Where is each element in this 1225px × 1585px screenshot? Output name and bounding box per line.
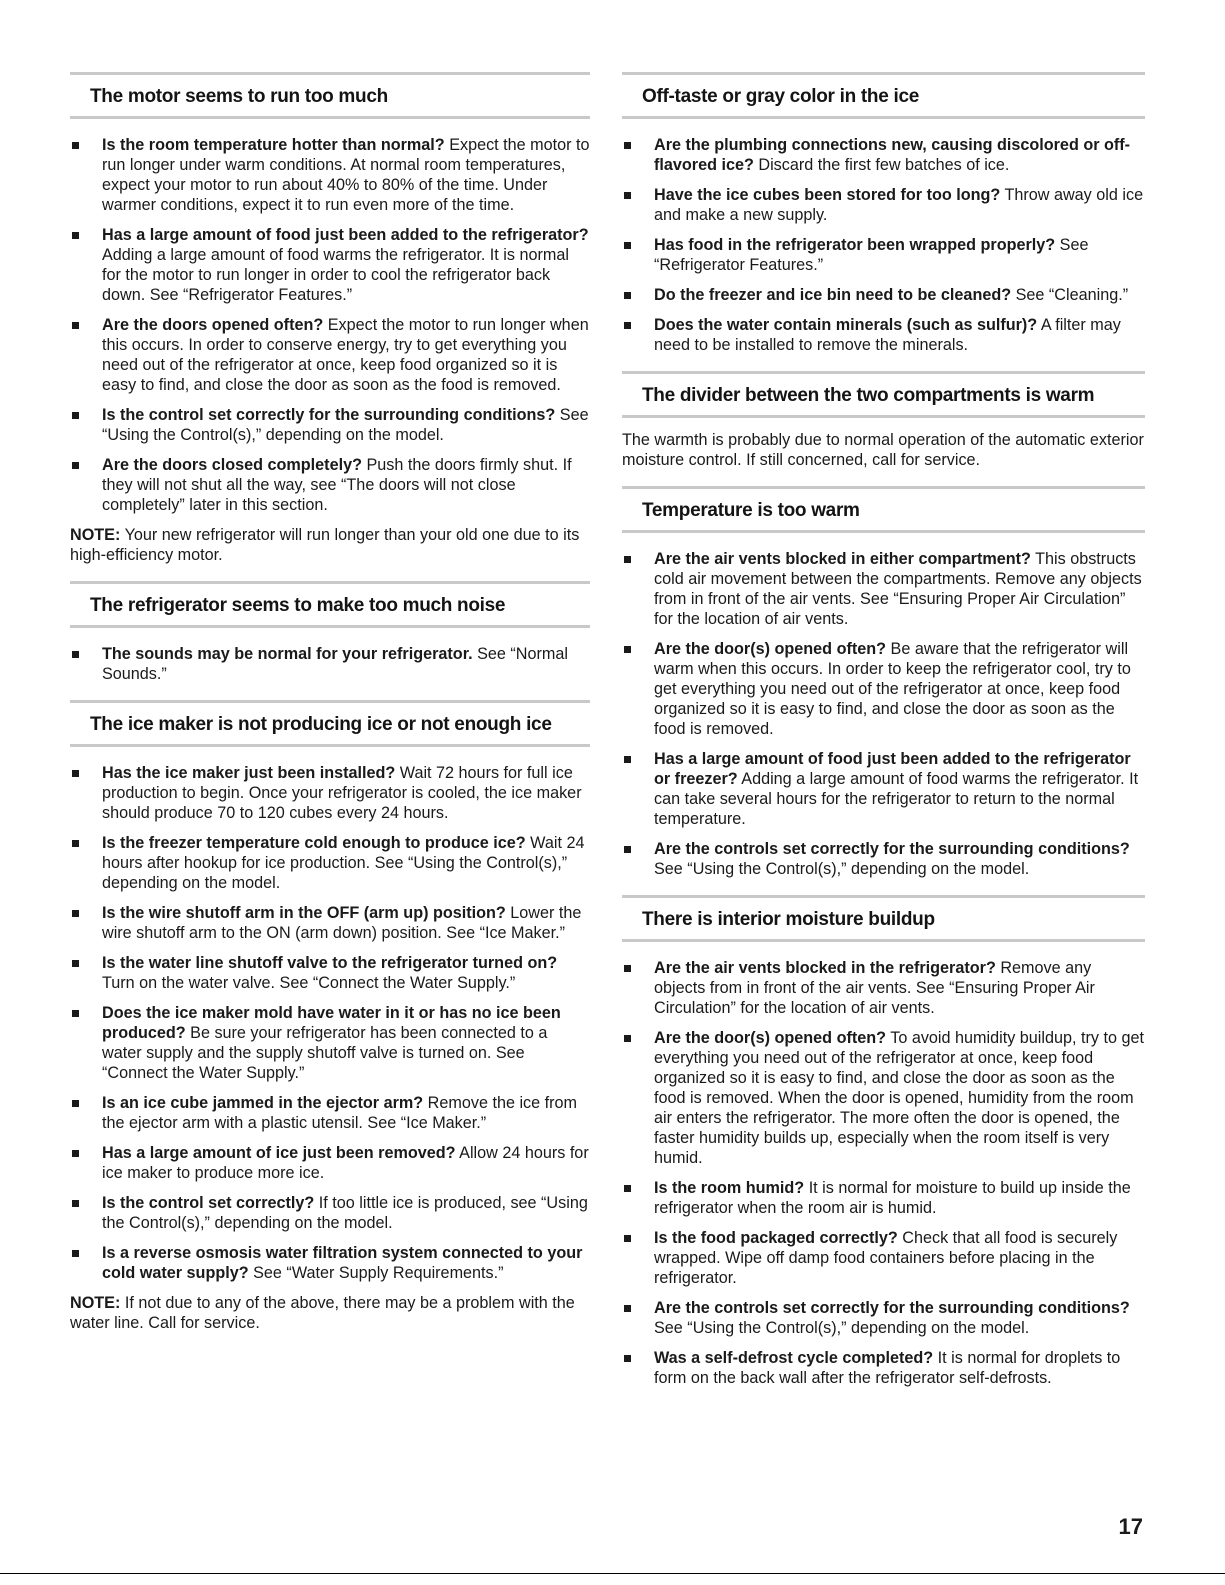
question-text: Are the plumbing connections new, causing discolored or off-flavored ice? [654,136,1131,174]
note-paragraph [70,1293,590,1333]
section-the-ice-maker-is-not-producing-ice-or-not-enough-ice [70,700,590,1333]
list-item [622,285,1145,305]
right-column [622,0,1145,1398]
list-item [70,833,590,893]
note-paragraph [70,525,590,565]
list-item [622,185,1145,225]
section-heading: The refrigerator seems to make too much noise [70,581,590,628]
answer-text: Adding a large amount of food warms the refrigerator. It can take several hours for the refrigerator to return to the normal temperature. [654,770,1139,828]
list-item [622,839,1145,879]
answer-text: Discard the first few batches of ice. [758,156,1010,174]
question-text: Is the control set correctly for the surrounding conditions? [102,406,556,424]
question-text: Has a large amount of food just been added to the refrigerator? [102,226,589,244]
answer-text: See “Using the Control(s),” depending on the model. [102,406,589,444]
answer-text: Turn on the water valve. See “Connect the Water Supply.” [102,974,516,992]
list-item [622,315,1145,355]
question-text: Is the wire shutoff arm in the OFF (arm up) position? [102,904,506,922]
answer-text: Lower the wire shutoff arm to the ON (arm down) position. See “Ice Maker.” [102,904,582,942]
question-text: Is an ice cube jammed in the ejector arm? [102,1094,424,1112]
question-text: Are the door(s) opened often? [654,1029,887,1047]
question-text: Are the doors opened often? [102,316,324,334]
question-text: Does the water contain minerals (such as sulfur)? [654,316,1038,334]
page-number: 17 [1118,1514,1143,1539]
question-text: The sounds may be normal for your refrigerator. [102,645,473,663]
section-body: The warmth is probably due to normal operation of the automatic exterior moisture control. If still concerned, call for service. [622,431,1144,469]
question-text: Are the door(s) opened often? [654,640,887,658]
question-text: Is the water line shutoff valve to the refrigerator turned on? [102,954,558,972]
answer-text: It is normal for droplets to form on the back wall after the refrigerator self-defrosts. [654,1349,1121,1387]
section-the-motor-seems-to-run-too-much [70,72,590,565]
list-item [70,763,590,823]
answer-text: Allow 24 hours for ice maker to produce more ice. [102,1144,589,1182]
question-text: Was a self-defrost cycle completed? [654,1349,934,1367]
list-item [622,1178,1145,1218]
question-text: Has the ice maker just been installed? [102,764,396,782]
answer-text: It is normal for moisture to build up inside the refrigerator when the room air is humid. [654,1179,1131,1217]
list-item [70,135,590,215]
list-item [70,315,590,395]
list-item [70,903,590,943]
answer-text: See “Refrigerator Features.” [654,236,1089,274]
question-text: Do the freezer and ice bin need to be cleaned? [654,286,1012,304]
section-heading: The motor seems to run too much [70,72,590,119]
list-item [70,1093,590,1133]
answer-text: A filter may need to be installed to remove the minerals. [654,316,1121,354]
list-item [70,405,590,445]
list-item [622,1028,1145,1168]
bullet-list [622,958,1145,1388]
section-heading: Temperature is too warm [622,486,1145,533]
list-item [70,1193,590,1233]
bullet-list [622,549,1145,879]
question-text: Are the air vents blocked in either compartment? [654,550,1031,568]
bullet-list [70,644,590,684]
list-item [70,455,590,515]
question-text: Are the controls set correctly for the surrounding conditions? [654,1299,1130,1317]
section-there-is-interior-moisture-buildup [622,895,1145,1388]
answer-text: Remove the ice from the ejector arm with a plastic utensil. See “Ice Maker.” [102,1094,578,1132]
section-the-divider-between-the-two-compartments-is-warm [622,371,1145,470]
list-item [622,549,1145,629]
bullet-list [70,135,590,515]
list-item [622,749,1145,829]
list-item [70,1143,590,1183]
note-text: Your new refrigerator will run longer than your old one due to its high-efficiency motor. [70,526,580,564]
section-temperature-is-too-warm [622,486,1145,879]
section-heading: The ice maker is not producing ice or not enough ice [70,700,590,747]
note-text: If not due to any of the above, there may be a problem with the water line. Call for service. [70,1294,575,1332]
note-label: NOTE: [70,526,121,544]
answer-text: See “Using the Control(s),” depending on the model. [654,860,1030,878]
answer-text: Be sure your refrigerator has been connected to a water supply and the supply shutoff valve is turned on. See “Connect the Water Supply.” [102,1024,548,1082]
answer-text: Expect the motor to run longer under warm conditions. At normal room temperatures, expect your motor to run about 40% to 80% of the time. Under warmer conditions, expect it to run even more of the time. [102,136,590,214]
answer-text: See “Cleaning.” [1015,286,1129,304]
answer-text: Wait 24 hours after hookup for ice production. See “Using the Control(s),” depending on the model. [102,834,585,892]
question-text: Are the air vents blocked in the refrigerator? [654,959,996,977]
left-column [70,0,590,1333]
answer-text: Wait 72 hours for full ice production to begin. Once your refrigerator is cooled, the ice maker should produce 70 to 120 cubes every 24 hours. [102,764,582,822]
answer-text: Expect the motor to run longer when this occurs. In order to conserve energy, try to get everything you need out of the refrigerator at once, keep food organized so it is easy to find, and close the door as soon as the food is removed. [102,316,589,394]
list-item [70,1003,590,1083]
section-heading: Off-taste or gray color in the ice [622,72,1145,119]
section-off-taste-or-gray-color-in-the-ice [622,72,1145,355]
note-label: NOTE: [70,1294,121,1312]
bottom-rule [0,1573,1225,1574]
section-the-refrigerator-seems-to-make-too-much-noise [70,581,590,684]
question-text: Have the ice cubes been stored for too long? [654,186,1001,204]
answer-text: Push the doors firmly shut. If they will not shut all the way, see “The doors will not close completely” later in this section. [102,456,572,514]
answer-text: Remove any objects from in front of the air vents. See “Ensuring Proper Air Circulation” for the location of air vents. [654,959,1095,1017]
list-item [70,225,590,305]
question-text: Is the control set correctly? [102,1194,315,1212]
bullet-list [622,135,1145,355]
answer-text: This obstructs cold air movement between the compartments. Remove any objects from in front of the air vents. See “Ensuring Proper Air Circulation” for the location of air vents. [654,550,1142,628]
answer-text: Be aware that the refrigerator will warm when this occurs. In order to keep the refrigerator cool, try to get everything you need out of the refrigerator at once, keep food organized so it is easy to find, and close the door as soon as the food is removed. [654,640,1131,738]
bullet-list [70,763,590,1283]
question-text: Is the room temperature hotter than normal? [102,136,445,154]
section-heading: There is interior moisture buildup [622,895,1145,942]
question-text: Is the room humid? [654,1179,805,1197]
answer-text: See “Using the Control(s),” depending on the model. [654,1319,1030,1337]
answer-text: If too little ice is produced, see “Using the Control(s),” depending on the model. [102,1194,588,1232]
list-item [622,1228,1145,1288]
list-item [622,1298,1145,1338]
answer-text: Throw away old ice and make a new supply. [654,186,1144,224]
question-text: Has food in the refrigerator been wrapped properly? [654,236,1056,254]
list-item [70,953,590,993]
question-text: Are the controls set correctly for the surrounding conditions? [654,840,1130,858]
question-text: Does the ice maker mold have water in it or has no ice been produced? [102,1004,561,1042]
answer-text: See “Water Supply Requirements.” [253,1264,504,1282]
list-item [622,235,1145,275]
question-text: Is the food packaged correctly? [654,1229,898,1247]
list-item [622,135,1145,175]
question-text: Has a large amount of food just been added to the refrigerator or freezer? [654,750,1131,788]
question-text: Is the freezer temperature cold enough to produce ice? [102,834,526,852]
list-item [622,639,1145,739]
list-item [70,644,590,684]
section-heading: The divider between the two compartments is warm [622,371,1145,418]
answer-text: To avoid humidity buildup, try to get everything you need out of the refrigerator at once, keep food organized so it is easy to find, and close the door as soon as the food is removed. When the door is opened, humidity from the room air enters the refrigerator. The more often the door is opened, the faster humidity builds up, especially when the room itself is very humid. [654,1029,1144,1167]
answer-text: See “Normal Sounds.” [102,645,568,683]
list-item [70,1243,590,1283]
answer-text: Adding a large amount of food warms the refrigerator. It is normal for the motor to run longer in order to cool the refrigerator back down. See “Refrigerator Features.” [102,246,569,304]
question-text: Are the doors closed completely? [102,456,362,474]
answer-text: Check that all food is securely wrapped. Wipe off damp food containers before placing in the refrigerator. [654,1229,1118,1287]
question-text: Is a reverse osmosis water filtration system connected to your cold water supply? [102,1244,583,1282]
question-text: Has a large amount of ice just been removed? [102,1144,456,1162]
list-item [622,1348,1145,1388]
list-item [622,958,1145,1018]
